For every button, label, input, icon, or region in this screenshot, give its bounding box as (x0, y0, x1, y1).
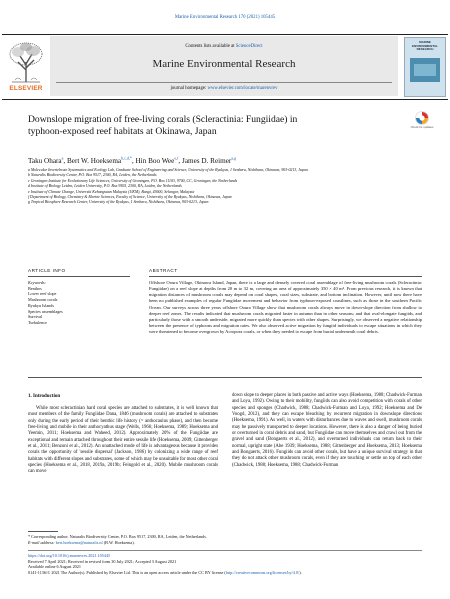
doi-link[interactable]: https://doi.org/10.1016/j.marenvres.2021.105445 (28, 553, 111, 558)
author-affiliation-marker[interactable]: a (61, 156, 64, 161)
affiliation: d Institute of Biology Leiden, Leiden University, P.O. Box 9505, 2300, RA, Leiden, the Netherlands (28, 184, 182, 189)
elsevier-logo[interactable] (6, 40, 46, 92)
article-title-line-2: typhoon-exposed reef habitats at Okinawa, Japan (28, 126, 217, 138)
section-heading-introduction: 1. Introduction (28, 394, 61, 399)
header-bottom-rule (2, 99, 448, 100)
received-dates: Received 7 April 2021; Received in revised form 30 July 2021; Accepted 3 August 2021 (28, 558, 177, 564)
cover-title: MARINE ENVIRONMENTAL RESEARCH (412, 40, 438, 52)
author-name: Hin Boo Wee (135, 157, 175, 166)
keyword: Benthos (28, 285, 42, 291)
keywords-label: Keywords: (28, 280, 46, 285)
author-list (28, 156, 428, 165)
author-affiliation-marker[interactable]: b,c,d,* (121, 156, 132, 161)
keyword: Lower reef slope (28, 291, 57, 297)
journal-homepage-link[interactable]: www.elsevier.com/locate/marenvrev (207, 86, 278, 91)
author-name: Bert W. Hoeksema (67, 157, 122, 166)
contents-line (50, 44, 398, 49)
article-info-rule (28, 276, 130, 277)
footnotes (28, 534, 422, 545)
license-suffix: ). (299, 569, 302, 575)
author[interactable] (67, 157, 135, 165)
keyword: Turbulence (28, 319, 47, 325)
doi-rule (28, 550, 422, 551)
abstract-heading: ABSTRACT (149, 268, 178, 273)
elsevier-tree-icon (6, 40, 46, 84)
keyword: Mushroom corals (28, 297, 58, 303)
abstract-text: Offshore Ooura Village, Okinawa Island, Japan, there is a large and densely covered coral assemblage of free-living mushroom corals (Scleractinia: Fungiidae) on a reef slope at depths from 20 m to 32 m, covering an area of approximately 350 × 40 m². From previous research, it is known that migration distances of mushroom corals may depend on coral shapes, coral sizes, substrate, and bottom inclination. However, until now there have been no published examples of regular Fungiidae movement and behavior from typhoon-exposed coastlines, such as those in the southern Pacific Ocean. Our surveys across three years offshore Ooura Village show that mushroom corals always move in down-slope direction from shallow to deeper reef zones. The results indicated that mushroom corals migrated faster in autumn than in other seasons; and that oval-elongate fungiids, and particularly those with a smooth underside, migrated more quickly than species with other shapes. Surprisingly, we observed a negative relationship between the presence of typhoons and migration rates. We also observed active migration by fungiid individuals to escape situations in which they were threatened to become overgrown by Acropora corals, or when they needed to escape from burial underneath coral debris. (149, 280, 422, 335)
journal-reference[interactable]: Marine Environmental Research 170 (2021) 105445 (174, 15, 276, 20)
homepage-prefix: journal homepage: (170, 86, 208, 91)
author[interactable] (182, 157, 236, 165)
homepage-line (50, 86, 398, 91)
affiliation: g Tropical Biosphere Research Center, University of the Ryukyus, 1 Senbaru, Nishihara, Okinawa, 903-0213, Japan (28, 200, 209, 205)
author-affiliation-marker[interactable]: a,g (231, 156, 237, 161)
license-text: 0141-1136/© 2021 The Author(s). Published by Elsevier Ltd. This is an open access article under the CC BY license ( (28, 569, 226, 575)
affiliation: c Groningen Institute for Evolutionary Life Sciences, University of Groningen, P.O. Box 11103, 9700, CC, Groningen, the Netherlands (28, 178, 238, 183)
keyword: Survival (28, 314, 43, 320)
author-separator: , (131, 157, 136, 166)
crossmark-icon (415, 111, 429, 125)
introduction-column-2: down slope to deeper places in both passive and active ways (Hoeksema, 1988; Chadwick-Furman and Loya, 1992). Owing to their mobility, fungiids can also avoid competition with corals of other species and sponges (Chadwick, 1988; Chadwick-Furman and Loya, 1992; Hoeksema and De Voogd, 2012), and they can escape bleaching by recurrent migration in downslope directions (Hoeksema, 1991). As well, in waters with disturbances due to waves and swell, mushroom corals may be passively transported to deeper locations. However, there is also a danger of being buried or overturned in coral debris and sand, but Fungiidae can move themselves and crawl out from the gravel and sand (Bongaerts et al., 2012), and overturned individuals can return back to their normal, upright state (Abe 1939; Hoeksema, 1988; Gittenberger and Hoeksema, 2013; Hoeksema and Bongaerts, 2016). Fungiids can avoid other corals, but have a unique survival strategy in that they do not attack other mushroom corals, even if they are touching or settle on top of each other (Chadwick, 1988; Hoeksema, 1988; Chadwick-Furman (232, 393, 422, 468)
email-suffix: (B.W. Hoeksema). (102, 539, 135, 545)
footnote-rule (28, 531, 58, 532)
check-updates-label: Check for updates (410, 125, 434, 129)
publication-info (28, 553, 422, 575)
sciencedirect-link[interactable]: ScienceDirect (235, 44, 263, 49)
abstract-rule (149, 276, 422, 277)
keyword: Species assemblages (28, 308, 63, 314)
affiliations (28, 168, 410, 206)
email-label: E-mail address: (28, 539, 56, 545)
publisher-name: ELSEVIER (9, 85, 43, 92)
article-info-heading: ARTICLE INFO (28, 268, 66, 273)
author-name: James D. Reimer (182, 157, 232, 166)
keyword: Ryukyu Islands (28, 302, 55, 308)
introduction-column-1: While most scleractinian hard coral species are attached to substrates, it is well known that most members of the family Fungiidae Dana, 1846 (mushroom corals) are attached to substrates only during the early period of their benthic life history (= anthocaulus phase), and then become free-living and mobile in their anthocyathus stage (Wells, 1966; Hoeksema, 1989; Hoeksema and Yeemin, 2011; Hoeksema and Waheed, 2012). Approximately 20% of the Fungiidae are exceptional and remain attached throughout their entire sessile life (Hoeksema, 2009; Gittenberger et al., 2011; Benzoni et al., 2012). An unattached mode of life is advantageous because it provides corals the opportunity of 'sessile dispersal' (Jackson, 1986) by colonizing a wide range of reef habitats with different slopes and substrates, some of which may be unsuitable for most other coral species (Hoeksema et al., 2018, 2019a, 2019b; Feingold et al., 2020). Mobile mushroom corals can move (28, 406, 218, 475)
author-affiliation-marker[interactable]: e,f (174, 156, 179, 161)
keywords-block (28, 280, 128, 326)
affiliation: a Molecular Invertebrate Systematics and Ecology Lab, Graduate School of Engineering and Science, University of the Ryukyus, 1 Senbaru, Nishihara, Okinawa, 903-0213, Japan (28, 168, 308, 172)
cover-image-detail (414, 64, 436, 76)
abstract-bottom-rule (28, 377, 422, 378)
article-title-line-1: Downslope migration of free-living corals (Scleractinia: Fungiidae) in (28, 114, 298, 125)
author[interactable] (135, 157, 182, 165)
author[interactable] (28, 157, 67, 165)
author-name: Taku Ohara (28, 157, 62, 166)
check-for-updates-badge[interactable] (410, 111, 434, 135)
author-separator: , (63, 157, 67, 166)
contents-prefix: Contents lists available at (185, 44, 236, 49)
journal-title: Marine Environmental Research (152, 58, 296, 70)
affiliation: f Department of Biology, Chemistry & Marine Sciences, Faculty of Science, University of the Ryukyus, Nishihara, Okinawa, Japan (28, 195, 232, 200)
email-link[interactable]: bert.hoeksema@naturalis.nl (55, 539, 103, 545)
available-online: Available online 6 August 2021 (28, 564, 81, 570)
journal-cover[interactable] (404, 37, 446, 97)
corresponding-author-note: * Corresponding author. Naturalis Biodiversity Center, P.O. Box 9517, 2300, RA, Leiden, the Netherlands. (28, 534, 207, 539)
article-title (28, 114, 408, 139)
affiliation: b Naturalis Biodiversity Center, P.O. Box 9517, 2300, RA, Leiden, the Netherlands (28, 173, 157, 178)
license-link[interactable]: http://creativecommons.org/licenses/by/4.0/ (225, 569, 300, 575)
header-top-rule (2, 34, 448, 35)
banner-divider (56, 82, 392, 83)
author-separator: , (178, 157, 183, 166)
affiliation: e Institute of Climate Change, Universiti Kebangsaan Malaysia (UKM), Bangi, 43600, Selangor, Malaysia (28, 189, 195, 194)
